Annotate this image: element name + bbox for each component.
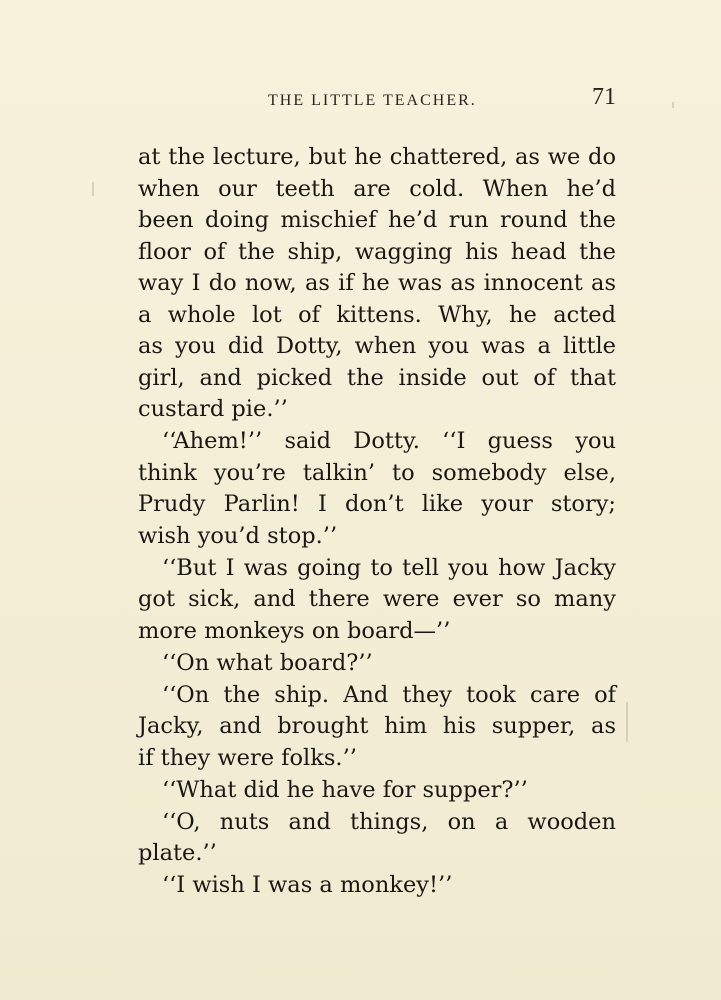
paragraph <box>138 426 616 552</box>
margin-mark <box>672 102 674 108</box>
page-header <box>0 84 721 114</box>
text-line: been doing mischief he’d run round the <box>138 207 616 233</box>
text-line: Prudy Parlin! I don’t like your story; <box>138 491 616 517</box>
page-number: 71 <box>592 84 616 110</box>
body-text <box>138 142 616 902</box>
text-line: if they were folks.’’ <box>138 744 357 771</box>
text-line: ‘‘What did he have for supper?’’ <box>162 776 528 803</box>
text-line: a whole lot of kittens. Why, he acted <box>138 301 616 328</box>
text-line: as you did Dotty, when you was a little <box>138 333 616 359</box>
text-line: floor of the ship, wagging his head the <box>138 238 616 265</box>
running-title: THE LITTLE TEACHER. <box>268 92 477 109</box>
text-line: ‘‘Ahem!’’ said Dotty. ‘‘I guess you <box>162 428 616 454</box>
text-line: think you’re talkin’ to somebody else, <box>138 459 616 486</box>
text-line: ‘‘O, nuts and things, on a wooden <box>162 808 616 835</box>
text-line: ‘‘I wish I was a monkey!’’ <box>162 872 453 898</box>
text-line: ‘‘On the ship. And they took care of <box>162 681 616 708</box>
text-line: wish you’d stop.’’ <box>138 522 338 549</box>
paragraph <box>138 680 616 775</box>
paragraph <box>138 870 616 902</box>
text-line: when our teeth are cold. When he’d <box>138 175 616 202</box>
paragraph <box>138 553 616 648</box>
text-line: girl, and picked the inside out of that <box>138 364 616 391</box>
text-line: way I do now, as if he was as innocent as <box>138 270 616 296</box>
paragraph <box>138 807 616 870</box>
text-line: Jacky, and brought him his supper, as <box>138 713 616 739</box>
margin-mark <box>92 182 94 196</box>
text-line: ‘‘But I was going to tell you how Jacky <box>162 554 616 581</box>
text-line: plate.’’ <box>138 840 217 866</box>
text-line: at the lecture, but he chattered, as we do <box>138 144 616 170</box>
text-line: more monkeys on board—’’ <box>138 617 451 644</box>
paragraph <box>138 775 616 807</box>
text-line: got sick, and there were ever so many <box>138 586 616 612</box>
text-line: custard pie.’’ <box>138 396 288 422</box>
paragraph <box>138 648 616 680</box>
margin-mark <box>626 702 628 742</box>
paragraph <box>138 142 616 426</box>
text-line: ‘‘On what board?’’ <box>162 649 373 676</box>
